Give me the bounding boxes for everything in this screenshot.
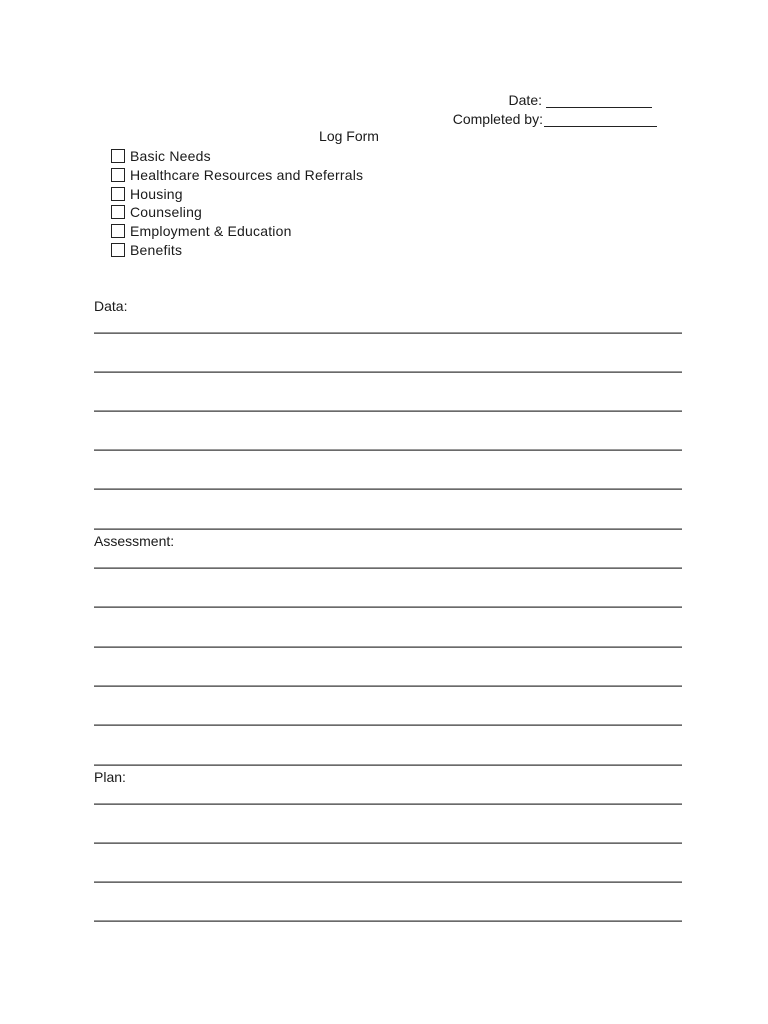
checkbox[interactable] <box>111 243 125 257</box>
checklist-item-counseling[interactable] <box>111 203 363 222</box>
checkbox[interactable] <box>111 187 125 201</box>
assessment-writing-line[interactable] <box>94 646 682 648</box>
assessment-writing-line[interactable] <box>94 567 682 569</box>
plan-writing-line[interactable] <box>94 881 682 883</box>
data-section-label: Data: <box>94 298 128 314</box>
plan-writing-line[interactable] <box>94 920 682 922</box>
completed-by-row <box>453 111 657 127</box>
assessment-writing-line[interactable] <box>94 764 682 766</box>
form-title: Log Form <box>319 128 379 144</box>
checklist-item-housing[interactable] <box>111 184 363 203</box>
completed-by-field[interactable] <box>544 113 657 127</box>
checkbox[interactable] <box>111 224 125 238</box>
assessment-writing-line[interactable] <box>94 685 682 687</box>
date-field[interactable] <box>546 94 652 108</box>
assessment-writing-line[interactable] <box>94 724 682 726</box>
checklist-item-basic-needs[interactable] <box>111 147 363 166</box>
data-writing-line[interactable] <box>94 488 682 490</box>
data-writing-line[interactable] <box>94 371 682 373</box>
checklist-label: Employment & Education <box>130 223 292 240</box>
assessment-section-label: Assessment: <box>94 533 175 549</box>
data-writing-line[interactable] <box>94 410 682 412</box>
checkbox[interactable] <box>111 205 125 219</box>
date-row <box>509 92 652 108</box>
service-checklist <box>111 147 363 259</box>
data-writing-line[interactable] <box>94 528 682 530</box>
checklist-label: Housing <box>130 185 183 202</box>
plan-writing-line[interactable] <box>94 842 682 844</box>
checkbox[interactable] <box>111 168 125 182</box>
checklist-label: Healthcare Resources and Referrals <box>130 167 364 184</box>
plan-writing-line[interactable] <box>94 803 682 805</box>
data-writing-line[interactable] <box>94 332 682 334</box>
date-label: Date: <box>508 92 542 108</box>
assessment-writing-line[interactable] <box>94 606 682 608</box>
checklist-label: Benefits <box>130 241 183 258</box>
checkbox[interactable] <box>111 149 125 163</box>
checklist-item-healthcare[interactable] <box>111 166 363 185</box>
data-writing-line[interactable] <box>94 449 682 451</box>
completed-by-label: Completed by: <box>452 111 543 127</box>
checklist-item-benefits[interactable] <box>111 240 363 259</box>
checklist-label: Basic Needs <box>130 148 211 165</box>
checklist-label: Counseling <box>130 204 203 221</box>
checklist-item-employment-education[interactable] <box>111 222 363 241</box>
plan-section-label: Plan: <box>94 769 126 785</box>
